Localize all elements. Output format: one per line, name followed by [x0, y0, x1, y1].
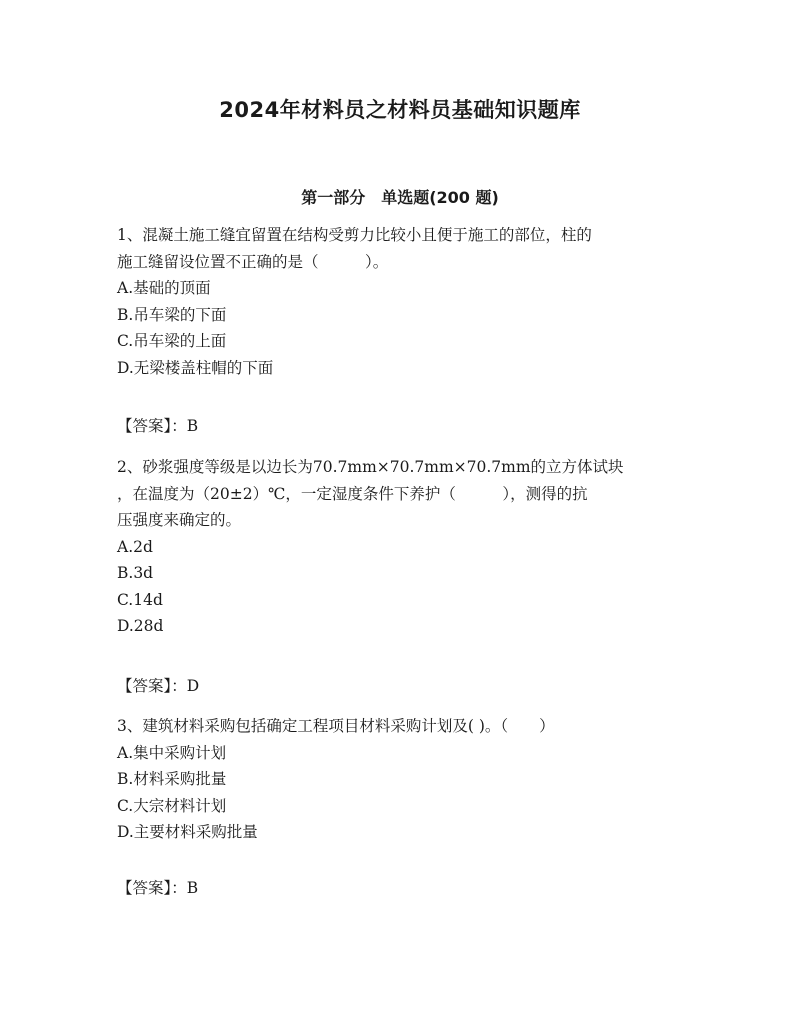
question-1-option-c: C.吊车梁的上面: [117, 332, 227, 350]
question-1: [117, 222, 687, 381]
question-3-line-1: 3、建筑材料采购包括确定工程项目材料采购计划及( )。（ ）: [117, 717, 555, 735]
question-1-answer: 【答案】：B: [117, 417, 199, 435]
question-3: [117, 713, 687, 846]
question-1-option-b: B.吊车梁的下面: [117, 305, 227, 324]
question-1-line-1: 1、混凝土施工缝宜留置在结构受剪力比较小且便于施工的部位，柱的: [117, 226, 592, 244]
question-2-line-1: 2、砂浆强度等级是以边长为70.7mm×70.7mm×70.7mm的立方体试块: [117, 458, 624, 476]
question-1-option-a: A.基础的顶面: [117, 279, 211, 297]
question-2-option-b: B.3d: [117, 564, 154, 582]
question-3-answer: 【答案】：B: [117, 879, 199, 897]
question-1-line-2: 施工缝留设位置不正确的是（ ）。: [117, 252, 389, 271]
section-title: 第一部分 单选题(200 题): [301, 188, 499, 207]
question-2: [117, 454, 687, 640]
question-2-option-d: D.28d: [117, 617, 164, 635]
question-2-option-c: C.14d: [117, 590, 163, 609]
question-1-option-d: D.无梁楼盖柱帽的下面: [117, 358, 274, 377]
question-2-line-3: 压强度来确定的。: [117, 511, 242, 529]
question-3-option-b: B.材料采购批量: [117, 770, 227, 788]
question-2-answer: 【答案】：D: [117, 677, 200, 695]
question-2-option-a: A.2d: [117, 537, 153, 556]
question-3-option-a: A.集中采购计划: [117, 743, 227, 762]
document-title: 2024年材料员之材料员基础知识题库: [219, 98, 581, 122]
question-2-line-2: ，在温度为（20±2）℃，一定湿度条件下养护（ ），测得的抗: [117, 484, 588, 503]
question-3-option-c: C.大宗材料计划: [117, 796, 227, 815]
question-3-option-d: D.主要材料采购批量: [117, 823, 258, 841]
